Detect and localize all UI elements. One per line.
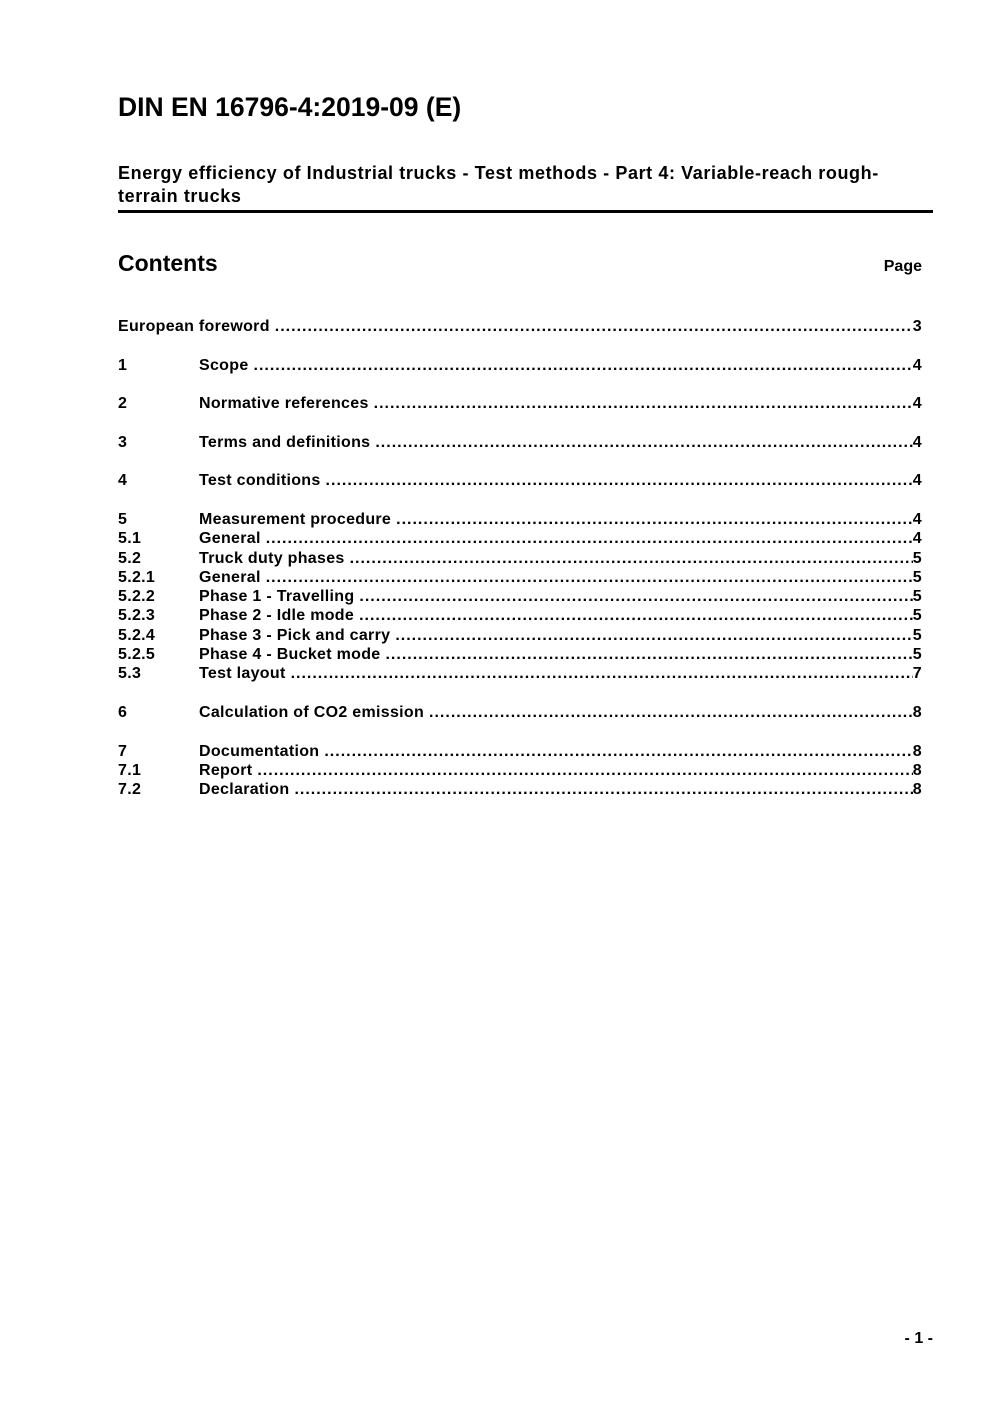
toc-entry-number: 5.2.4 (118, 626, 156, 644)
contents-heading: Contents (118, 250, 218, 276)
toc-entry-title: Declaration (199, 781, 290, 799)
toc-entry-page: 4 (912, 395, 922, 413)
toc-row (118, 394, 922, 413)
toc-entry-number: 1 (118, 356, 128, 374)
toc-entry-number: 7.1 (118, 761, 142, 779)
toc-entry-number: 5.3 (118, 665, 142, 683)
toc-entry-title: Phase 2 - Idle mode (199, 607, 355, 625)
toc-dot-leader (257, 761, 912, 780)
toc-entry-title: Truck duty phases (199, 549, 345, 567)
toc-entry-number: 5.2.3 (118, 607, 156, 625)
toc-dot-leader (266, 529, 913, 548)
toc-entry-page: 8 (912, 761, 922, 779)
toc-dot-leader (266, 568, 913, 587)
toc-entry-number: 5.2.2 (118, 588, 156, 606)
toc-entry-title: Measurement procedure (199, 510, 392, 528)
toc-entry-page: 3 (912, 318, 922, 335)
table-of-contents (118, 317, 922, 799)
toc-dot-leader (324, 742, 912, 761)
toc-entry-page: 5 (912, 607, 922, 625)
toc-entry-page: 5 (912, 588, 922, 606)
title-divider-rule (118, 210, 933, 213)
toc-row (118, 664, 922, 683)
toc-entry-page: 5 (912, 626, 922, 644)
toc-entry-title: Scope (199, 356, 249, 374)
toc-dot-leader (275, 317, 913, 336)
toc-entry-number: 2 (118, 395, 128, 413)
toc-row (118, 549, 922, 568)
toc-entry-title: Test conditions (199, 472, 321, 490)
document-title: Energy efficiency of Industrial trucks - Test methods - Part 4: Variable-reach rough-terrain trucks (118, 163, 879, 206)
toc-row (118, 780, 922, 799)
toc-dot-leader (291, 664, 913, 683)
toc-entry-page: 8 (912, 703, 922, 721)
toc-entry-title: Phase 3 - Pick and carry (199, 626, 391, 644)
toc-dot-leader (375, 433, 912, 452)
toc-entry-number: 5.2 (118, 549, 142, 567)
toc-entry-page: 4 (912, 530, 922, 548)
toc-dot-leader (294, 780, 912, 799)
toc-dot-leader (254, 356, 913, 375)
toc-dot-leader (374, 394, 913, 413)
toc-entry-title: European foreword (118, 318, 270, 335)
toc-row (118, 356, 922, 375)
toc-entry-title: Normative references (199, 395, 369, 413)
toc-entry-title: Phase 4 - Bucket mode (199, 646, 381, 664)
toc-row (118, 317, 922, 336)
toc-entry-number: 5 (118, 510, 128, 528)
toc-row (118, 471, 922, 490)
toc-entry-page: 4 (912, 356, 922, 374)
toc-row (118, 529, 922, 548)
contents-header-row (118, 250, 922, 277)
toc-dot-leader (359, 606, 913, 625)
page-number-footer: - 1 - (904, 1330, 933, 1347)
toc-entry-number: 5.2.5 (118, 646, 156, 664)
toc-entry-number: 7 (118, 742, 128, 760)
toc-entry-title: Test layout (199, 665, 286, 683)
toc-entry-page: 4 (912, 472, 922, 490)
toc-dot-leader (350, 549, 913, 568)
toc-entry-title: Documentation (199, 742, 320, 760)
toc-entry-title: Report (199, 761, 253, 779)
toc-entry-title: Calculation of CO2 emission (199, 703, 425, 721)
toc-dot-leader (385, 645, 912, 664)
toc-dot-leader (359, 587, 912, 606)
toc-row (118, 645, 922, 664)
toc-entry-title: Terms and definitions (199, 433, 371, 451)
toc-dot-leader (326, 471, 913, 490)
toc-entry-page: 4 (912, 433, 922, 451)
toc-entry-title: General (199, 530, 261, 548)
toc-entry-title: Phase 1 - Travelling (199, 588, 355, 606)
toc-entry-page: 5 (912, 646, 922, 664)
toc-entry-page: 5 (912, 549, 922, 567)
toc-entry-number: 3 (118, 433, 128, 451)
toc-row (118, 510, 922, 529)
toc-entry-number: 7.2 (118, 781, 142, 799)
standard-number-heading: DIN EN 16796-4:2019-09 (E) (118, 92, 462, 122)
toc-entry-page: 5 (912, 568, 922, 586)
toc-dot-leader (429, 703, 913, 722)
toc-entry-page: 7 (912, 665, 922, 683)
toc-row (118, 626, 922, 645)
toc-row (118, 703, 922, 722)
toc-row (118, 761, 922, 780)
toc-entry-number: 4 (118, 472, 128, 490)
toc-entry-page: 4 (912, 510, 922, 528)
toc-dot-leader (395, 626, 912, 645)
toc-entry-page: 8 (912, 742, 922, 760)
toc-entry-number: 5.1 (118, 530, 142, 548)
toc-row (118, 587, 922, 606)
toc-row (118, 433, 922, 452)
toc-entry-title: General (199, 568, 261, 586)
toc-dot-leader (396, 510, 913, 529)
toc-row (118, 606, 922, 625)
page-column-label: Page (883, 258, 922, 275)
toc-row (118, 742, 922, 761)
toc-entry-page: 8 (912, 781, 922, 799)
toc-entry-number: 6 (118, 703, 128, 721)
toc-entry-number: 5.2.1 (118, 568, 156, 586)
toc-row (118, 568, 922, 587)
